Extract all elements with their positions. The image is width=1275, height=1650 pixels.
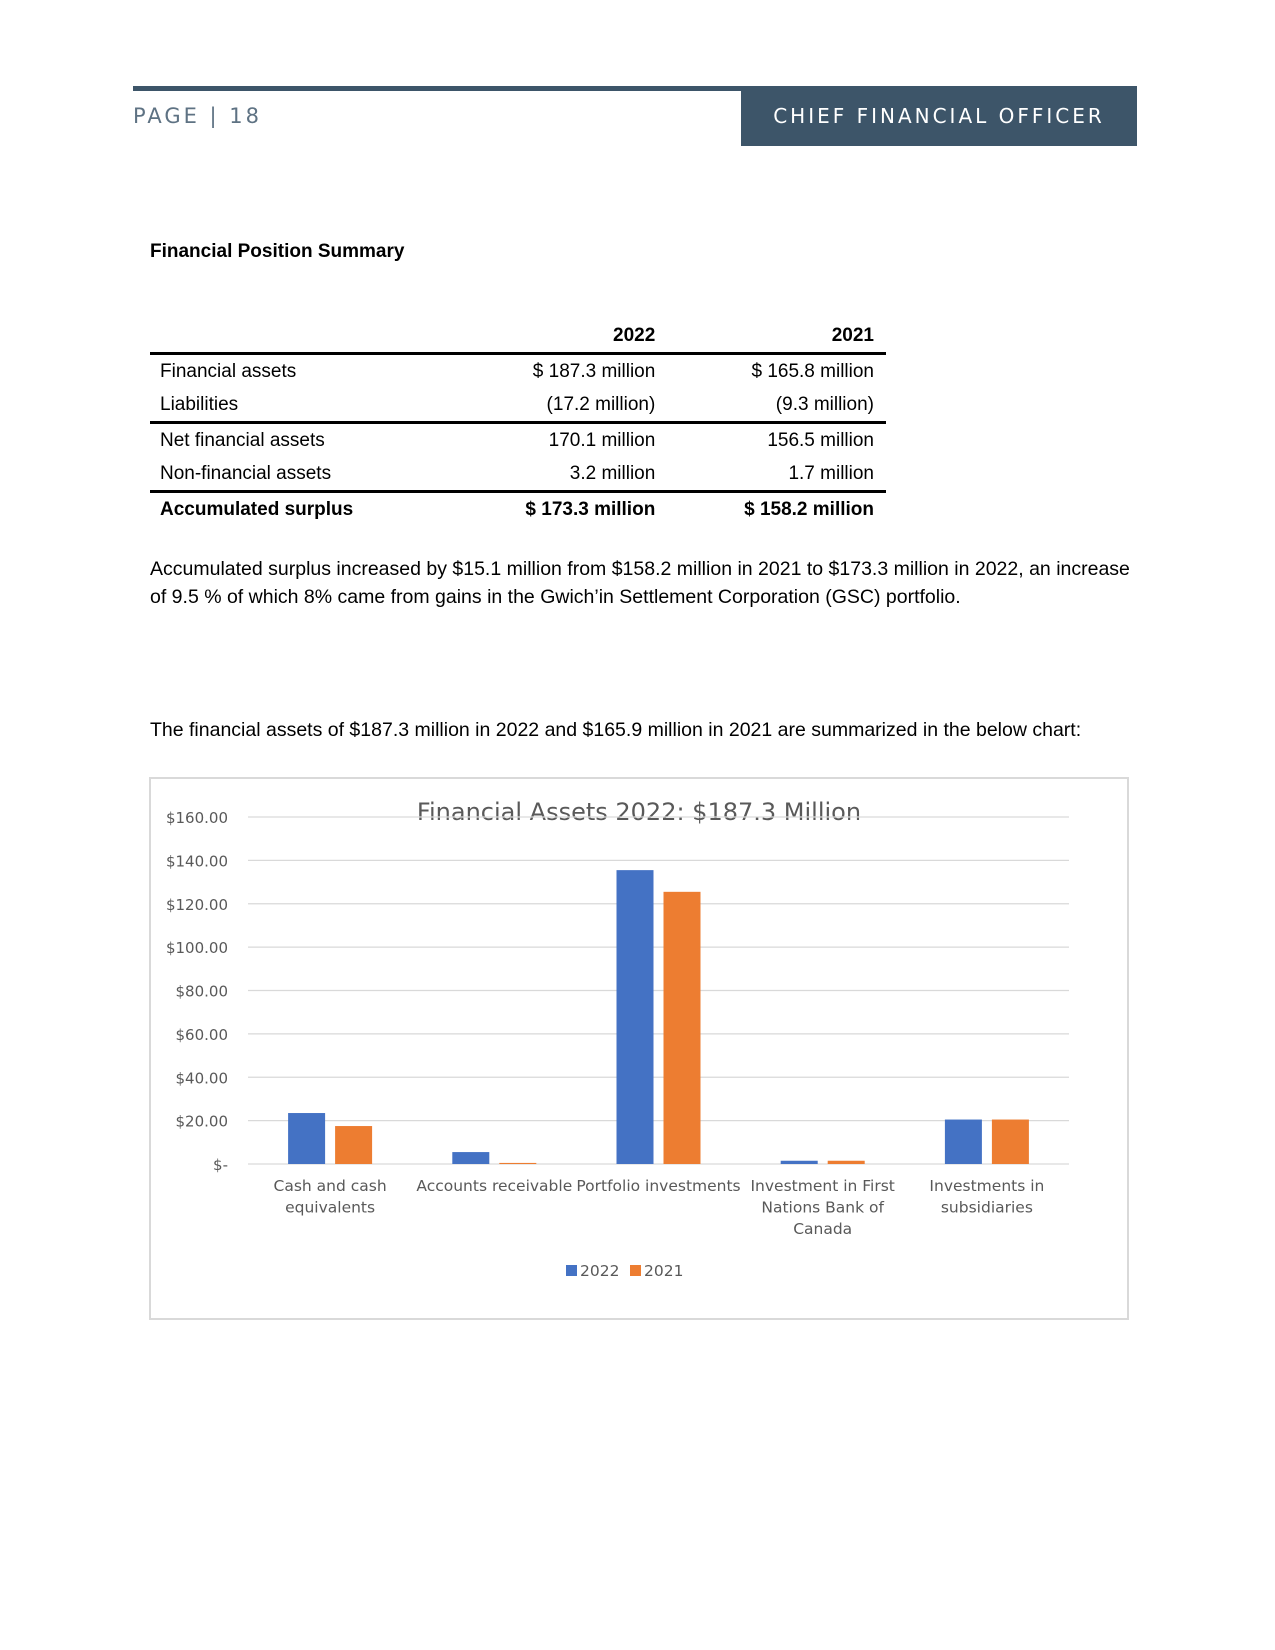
x-category-label-line: equivalents bbox=[285, 1198, 376, 1217]
x-category-label bbox=[576, 1177, 740, 1195]
bar-2021 bbox=[828, 1161, 865, 1164]
y-tick-label: $100.00 bbox=[165, 939, 228, 958]
x-category-label-line: Canada bbox=[793, 1220, 853, 1238]
y-tick-label: $40.00 bbox=[175, 1069, 228, 1088]
x-category-label-line: subsidiaries bbox=[940, 1198, 1033, 1217]
legend-label-2021: 2021 bbox=[644, 1262, 684, 1280]
value-2021: $ 165.8 million bbox=[751, 360, 874, 382]
legend-label-2022: 2022 bbox=[580, 1262, 620, 1280]
header-2021: 2021 bbox=[655, 320, 886, 354]
table-row bbox=[150, 354, 886, 389]
y-tick-label: $60.00 bbox=[175, 1025, 228, 1044]
bar-2022 bbox=[781, 1161, 818, 1164]
bar-2021 bbox=[664, 892, 701, 1164]
y-tick-label: $120.00 bbox=[165, 895, 228, 914]
x-category-label bbox=[929, 1177, 1044, 1217]
table-row-total bbox=[150, 492, 886, 527]
y-tick-label: $160.00 bbox=[165, 809, 228, 827]
x-category-label bbox=[750, 1177, 894, 1238]
header-label-cell bbox=[150, 320, 438, 354]
chart-title: Financial Assets 2022: $187.3 Million bbox=[416, 798, 862, 826]
x-category-label-line: Nations Bank of bbox=[761, 1198, 884, 1217]
row-label: Net financial assets bbox=[150, 423, 438, 458]
row-label: Liabilities bbox=[160, 393, 239, 415]
financial-assets-chart bbox=[151, 779, 1127, 1318]
value-2021: 156.5 million bbox=[655, 423, 886, 458]
table-row bbox=[150, 388, 886, 423]
table-header-row bbox=[150, 320, 886, 354]
y-tick-label: $80.00 bbox=[175, 982, 228, 1001]
chart-intro-paragraph: The financial assets of $187.3 million in 2022 and $165.9 million in 2021 are summarized in the below chart: bbox=[150, 719, 1082, 741]
table-row bbox=[150, 423, 886, 458]
bar-2022 bbox=[617, 870, 654, 1164]
header-2022: 2022 bbox=[438, 320, 656, 354]
y-tick-label: $20.00 bbox=[175, 1112, 228, 1131]
x-category-label-line: Cash and cash bbox=[273, 1177, 387, 1195]
x-category-label-line: Investments in bbox=[929, 1177, 1045, 1195]
table-row bbox=[150, 457, 886, 492]
value-2022: 170.1 million bbox=[438, 423, 656, 458]
value-2021: $ 158.2 million bbox=[655, 492, 886, 527]
section-header: CHIEF FINANCIAL OFFICER bbox=[741, 86, 1137, 146]
legend-swatch-2021 bbox=[630, 1265, 641, 1276]
value-2021: 1.7 million bbox=[788, 462, 874, 484]
bar-2022 bbox=[945, 1120, 982, 1164]
value-2022: 3.2 million bbox=[569, 462, 656, 484]
legend-swatch-2022 bbox=[566, 1265, 577, 1276]
value-2021: (9.3 million) bbox=[775, 393, 874, 415]
row-label: Financial assets bbox=[160, 360, 297, 382]
bar-2021 bbox=[499, 1163, 536, 1164]
page-number: PAGE | 18 bbox=[133, 104, 263, 128]
chart-frame bbox=[149, 777, 1129, 1320]
row-label: Non-financial assets bbox=[160, 462, 332, 484]
bar-2022 bbox=[288, 1113, 325, 1164]
value-2022: (17.2 million) bbox=[546, 393, 656, 415]
x-category-label-line: Portfolio investments bbox=[576, 1177, 741, 1195]
x-category-label bbox=[416, 1177, 572, 1195]
y-tick-label: $- bbox=[213, 1156, 228, 1174]
x-category-label-line: Accounts receivable bbox=[416, 1177, 573, 1195]
bar-2021 bbox=[335, 1126, 372, 1164]
x-category-label-line: Investment in First bbox=[750, 1177, 895, 1195]
value-2022: $ 173.3 million bbox=[438, 492, 656, 527]
financial-position-table bbox=[150, 320, 886, 526]
surplus-paragraph: Accumulated surplus increased by $15.1 million from $158.2 million in 2021 to $173.3 million in 2022, an increase of 9.5 % of which 8% came from gains in the Gwich’in Settlement Corporation (GSC) portfolio. bbox=[150, 558, 1130, 608]
bar-2021 bbox=[992, 1120, 1029, 1164]
y-tick-label: $140.00 bbox=[165, 852, 228, 871]
table-title: Financial Position Summary bbox=[150, 241, 405, 262]
row-label: Accumulated surplus bbox=[150, 492, 438, 527]
bar-2022 bbox=[452, 1152, 489, 1164]
x-category-label bbox=[274, 1177, 387, 1217]
value-2022: $ 187.3 million bbox=[532, 360, 656, 382]
